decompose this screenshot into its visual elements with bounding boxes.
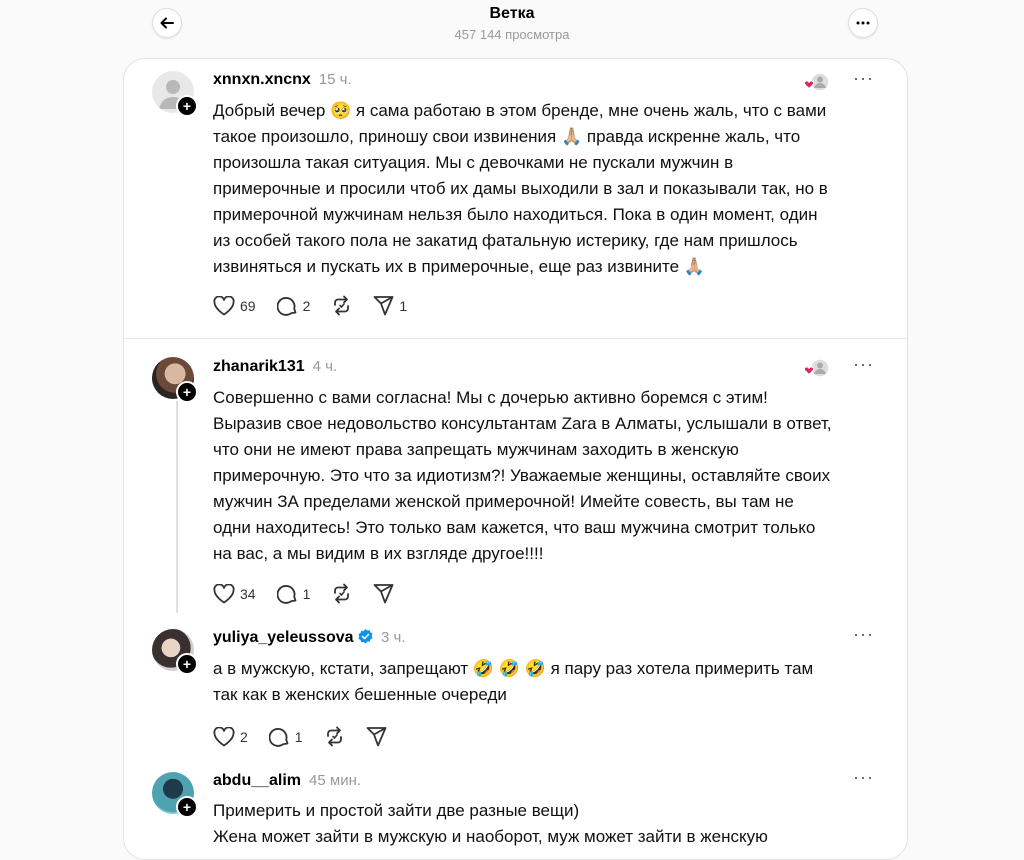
liked-by-author-icon bbox=[803, 357, 831, 381]
comment-icon bbox=[269, 726, 290, 747]
share-icon bbox=[373, 583, 394, 604]
like-button[interactable] bbox=[213, 584, 256, 604]
post-text: Добрый вечер 🥺 я сама работаю в этом бренде, мне очень жаль, что с вами такое произошло, приношу свои извинения 🙏🏼 правда искренне жаль, что произошла такая ситуация. Мы с девочками не пускали мужчин в примерочные и просили чтоб их дамы выходили в зал и показывали так, но в примерочной мужчинам нельзя было находиться. Пока в один момент, один из особей такого пола не закатид фатальную истерику, где нам пришлось извиняться и пускать их в примерочные, еще раз извините 🙏🏼 bbox=[213, 101, 828, 276]
share-icon bbox=[366, 726, 387, 747]
share-button[interactable] bbox=[373, 583, 394, 604]
post-more-button[interactable]: ··· bbox=[853, 624, 874, 644]
avatar[interactable] bbox=[152, 71, 194, 113]
share-button[interactable] bbox=[366, 726, 387, 747]
timestamp[interactable]: 3 ч. bbox=[381, 629, 406, 646]
follow-plus-icon[interactable]: + bbox=[176, 653, 198, 675]
thread-connector-line bbox=[176, 401, 178, 613]
heart-icon bbox=[213, 584, 235, 604]
more-icon bbox=[856, 21, 870, 25]
follow-plus-icon[interactable]: + bbox=[176, 381, 198, 403]
timestamp[interactable]: 15 ч. bbox=[318, 71, 352, 88]
like-count: 69 bbox=[240, 297, 256, 314]
like-count: 2 bbox=[240, 728, 248, 745]
like-count: 34 bbox=[240, 585, 256, 602]
repost-icon bbox=[331, 583, 352, 604]
repost-button[interactable] bbox=[331, 583, 352, 604]
username[interactable]: yuliya_yeleussova bbox=[213, 629, 373, 647]
share-icon bbox=[373, 295, 394, 316]
username[interactable]: abdu__alim bbox=[213, 772, 302, 789]
timestamp[interactable]: 4 ч. bbox=[312, 358, 338, 375]
heart-icon bbox=[213, 727, 235, 747]
avatar[interactable] bbox=[152, 772, 194, 814]
repost-button[interactable] bbox=[324, 726, 345, 747]
avatar[interactable] bbox=[152, 357, 194, 399]
post-item bbox=[124, 759, 907, 859]
follow-plus-icon[interactable]: + bbox=[176, 95, 198, 117]
follow-plus-icon[interactable]: + bbox=[176, 796, 198, 818]
like-button[interactable] bbox=[213, 727, 248, 747]
post-text: Примерить и простой зайти две разные вещи) Жена может зайти в мужскую и наоборот, муж может зайти в женскую bbox=[213, 801, 768, 846]
thread-header bbox=[0, 0, 1024, 56]
avatar[interactable] bbox=[152, 629, 194, 671]
repost-icon bbox=[331, 295, 352, 316]
username[interactable]: zhanarik131 bbox=[213, 358, 305, 375]
post-text: а в мужскую, кстати, запрещают 🤣 🤣 🤣 я пару раз хотела примерить там так как в женских бешенные очереди bbox=[213, 659, 814, 704]
reply-button[interactable] bbox=[277, 295, 311, 316]
reply-count: 2 bbox=[302, 297, 311, 314]
comment-icon bbox=[277, 295, 298, 316]
post-text: Совершенно с вами согласна! Мы с дочерью активно боремся с этим! Выразив свое недовольство консультантам Zara в Алматы, услышали в ответ, что они не имеют права запрещать мужчинам заходить в женскую примерочную. Это что за идиотизм?! Уважаемые женщины, оставляйте своих мужчин ЗА пределами женской примерочной! Имейте совесть, вы там не одни находитесь! Это только вам кажется, что ваш мужчина смотрит только на вас, а мы видим в их взгляде другое!!!! bbox=[213, 388, 832, 563]
thread-options-button[interactable] bbox=[848, 8, 878, 38]
post-more-button[interactable]: ··· bbox=[853, 354, 874, 374]
verified-icon bbox=[358, 629, 373, 644]
comment-icon bbox=[277, 583, 298, 604]
post-more-button[interactable]: ··· bbox=[853, 68, 874, 88]
reply-button[interactable] bbox=[269, 726, 303, 747]
share-count: 1 bbox=[399, 297, 408, 314]
page-title: Ветка bbox=[489, 5, 535, 22]
reply-button[interactable] bbox=[277, 583, 311, 604]
post-item bbox=[124, 339, 907, 614]
reply-count: 1 bbox=[302, 585, 311, 602]
heart-icon bbox=[213, 296, 235, 316]
views-count: 457 144 просмотра bbox=[454, 27, 570, 42]
share-button[interactable] bbox=[373, 295, 407, 316]
post-item bbox=[124, 614, 907, 759]
repost-button[interactable] bbox=[331, 295, 352, 316]
repost-icon bbox=[324, 726, 345, 747]
timestamp[interactable]: 45 мин. bbox=[309, 772, 362, 789]
post-item bbox=[124, 59, 907, 339]
post-more-button[interactable]: ··· bbox=[853, 767, 874, 787]
username[interactable]: xnnxn.xncnx bbox=[213, 71, 311, 88]
like-button[interactable] bbox=[213, 296, 256, 316]
reply-count: 1 bbox=[294, 728, 303, 745]
liked-by-author-icon bbox=[803, 71, 831, 95]
thread-panel bbox=[123, 58, 908, 860]
